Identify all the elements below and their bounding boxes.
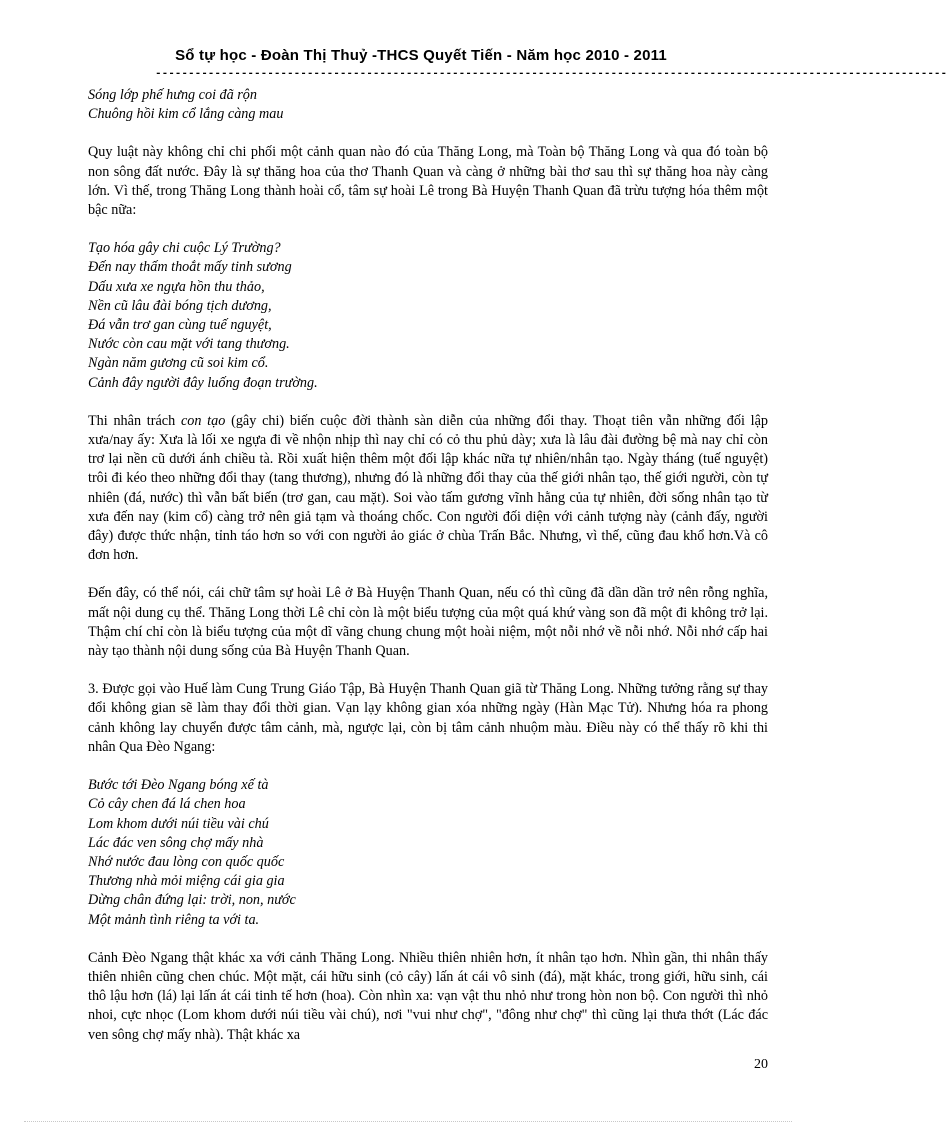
poem-qua-deo-ngang: [88, 776, 768, 930]
page-header: Sổ tự học - Đoàn Thị Thuỷ -THCS Quyết Tiến - Năm học 2010 - 2011: [175, 47, 667, 64]
poem-line: Lác đác ven sông chợ mấy nhà: [88, 834, 264, 851]
paragraph-1: Quy luật này không chỉ chi phối một cảnh quan nào đó của Thăng Long, mà Toàn bộ Thăng Long và qua đó toàn bộ non sông đất nước. Đây là sự thăng hoa của thơ Thanh Quan và càng ở những bài thơ sau thì sự thăng hoa này càng lớn. Vì thế, trong Thăng Long thành hoài cổ, tâm sự hoài Lê trong Bà Huyện Thanh Quan đã trừu tượng hóa thêm một bậc nữa:: [88, 144, 768, 219]
poem-line: Tạo hóa gây chi cuộc Lý Trường?: [88, 240, 281, 257]
poem-line: Đá vẫn trơ gan cùng tuế nguyệt,: [88, 317, 272, 334]
paragraph-5: Cảnh Đèo Ngang thật khác xa với cảnh Thăng Long. Nhiều thiên nhiên hơn, ít nhân tạo hơn. Nhìn gần, thi nhân thấy thiên nhiên cũng chen chúc. Một mặt, cái hữu sinh (cỏ cây) lấn át cái vô sinh (đá), mặt khác, trong giới, hữu sinh, cái thô lậu hơn (lá) lại lấn át cái tinh tế hơn (hoa). Còn nhìn xa: vạn vật thu nhỏ như trong hòn non bộ. Con người thì nhỏ nhoi, cực nhọc (Lom khom dưới núi tiều vài chú), nơi "vui như chợ", "đông như chợ" thì cũng lại thưa thớt (Lác đác ven sông chợ mấy nhà). Thật khác xa: [88, 949, 768, 1043]
paragraph-2: [88, 412, 768, 566]
poem-line: Sóng lớp phế hưng coi đã rộn: [88, 87, 257, 103]
poem-line: Dấu xưa xe ngựa hồn thu thảo,: [88, 278, 265, 295]
poem-line: Nền cũ lâu đài bóng tịch dương,: [88, 297, 272, 314]
page-number: 20: [754, 1057, 768, 1072]
paragraph-2-rest: (gây chi) biến cuộc đời thành sàn diễn của những đổi thay. Thoạt tiên vẫn những đối lập xưa/nay ấy: Xưa là lối xe ngựa đi về nhộn nhịp thì nay chỉ có cỏ thu phủ dày; xưa là lâu đài đường bệ mà nay chỉ còn trơ lại nền cũ dưới ánh chiều tà. Rồi xuất hiện thêm một đối lập khác nữa tự nhiên/nhân tạo. Ngày tháng (tuế nguyệt) trôi đi kéo theo những đổi thay (tang thương), nhưng đó là những đổi thay của thế giới nhân tạo, thế giới người, còn tự nhiên (đá, nước) thì vẫn bất biến (trơ gan, cau mặt). Soi vào tấm gương vĩnh hằng của tự nhiên, đời sống nhân tạo từ xưa đến nay (kim cổ) càng trở nên giả tạm và thoáng chốc. Con người đối diện với cảnh tượng này (cảnh đấy, người đây) được thức nhận, tỉnh táo hơn so với con người ảo giác ở chùa Trấn Bắc. Nhưng, vì thế, cũng đau khổ hơn.Và cô đơn hơn.: [88, 412, 768, 564]
poem-line: Nước còn cau mặt với tang thương.: [88, 336, 290, 353]
poem-line: Một mảnh tình riêng ta với ta.: [88, 911, 260, 928]
document-body: [88, 86, 768, 1045]
poem-line: Chuông hồi kim cổ lắng càng mau: [88, 106, 284, 123]
poem-line: Bước tới Đèo Ngang bóng xế tà: [88, 777, 269, 794]
paragraph-3: Đến đây, có thể nói, cái chữ tâm sự hoài Lê ở Bà Huyện Thanh Quan, nếu có thì cũng đã dần dần trở nên rỗng nghĩa, mất nội dung cụ thể. Thăng Long thời Lê chỉ còn là một biểu tượng của một quá khứ vàng son đã một đi không trở lại. Thậm chí chỉ còn là biểu tượng của một dĩ vãng chung chung một hoài niệm, một nỗi nhớ về nỗi nhớ. Nỗi nhớ cấp hai này tạo thành nội dung sống của Bà Huyện Thanh Quan.: [88, 585, 768, 660]
poem-line: Dừng chân đứng lại: trời, non, nước: [88, 892, 296, 909]
poem-line: Lom khom dưới núi tiều vài chú: [88, 815, 269, 832]
poem-thang-long-thanh-hoai-co: [88, 239, 768, 393]
poem-line: Cảnh đây người đây luống đoạn trường.: [88, 374, 318, 391]
poem-line: Đến nay thấm thoắt mấy tinh sương: [88, 259, 292, 276]
page-bottom-divider: [24, 1121, 792, 1122]
paragraph-2-emphasis: con tạo: [180, 412, 226, 429]
poem-line: Cỏ cây chen đá lá chen hoa: [88, 796, 246, 813]
paragraph-2-start: Thi nhân trách: [88, 412, 181, 429]
poem-line: Nhớ nước đau lòng con quốc quốc: [88, 853, 285, 870]
poem-line: Ngàn năm gương cũ soi kim cổ.: [88, 355, 269, 372]
header-rule: ------------------------------------------------------------------------------------------------------------------------: [155, 68, 947, 80]
paragraph-4: 3. Được gọi vào Huế làm Cung Trung Giáo Tập, Bà Huyện Thanh Quan giã từ Thăng Long. Những tưởng rằng sự thay đổi không gian sẽ làm thay đổi thời gian. Vạn lạy không gian xóa những ngày (Hàn Mạc Tử). Nhưng hóa ra phong cảnh không lay chuyển được tâm cảnh, mà, ngược lại, còn bị tâm cảnh nhuộm màu. Điều này có thể thấy rõ khi thi nhân Qua Đèo Ngang:: [88, 681, 768, 755]
poem-line: Thương nhà mỏi miệng cái gia gia: [88, 873, 285, 890]
poem-excerpt-1: [88, 86, 768, 124]
